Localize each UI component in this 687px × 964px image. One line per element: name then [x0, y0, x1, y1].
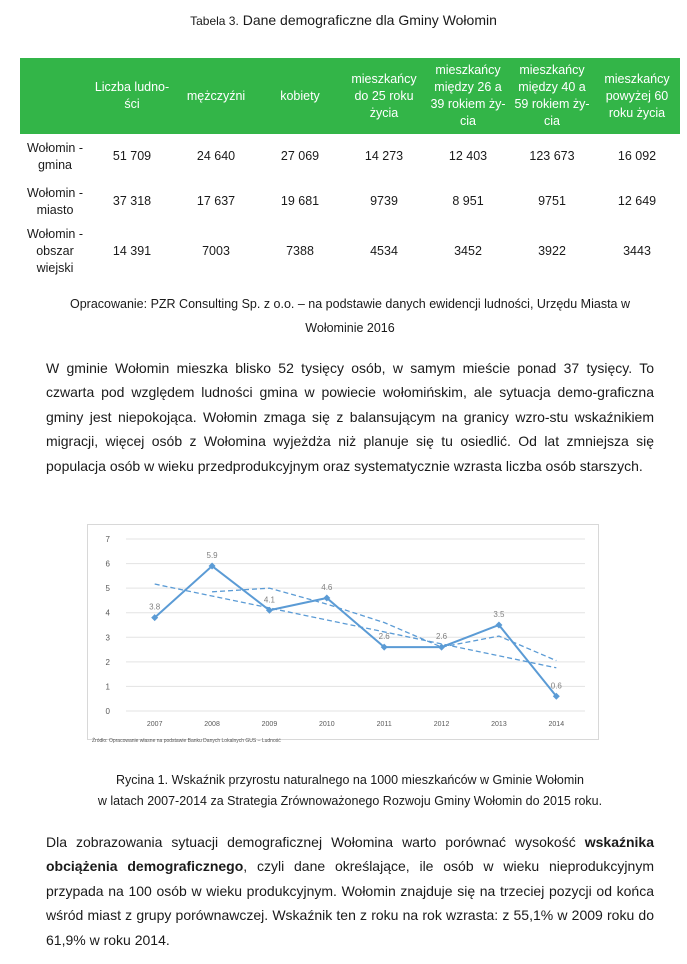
table-cell: 3443	[623, 243, 651, 258]
y-tick-label: 5	[105, 584, 110, 594]
x-tick-label: 2012	[433, 721, 450, 728]
data-label: 2.6	[436, 632, 448, 642]
table-header: mieszkańcy do 25 roku życia	[342, 58, 426, 134]
caption-line-2: w latach 2007-2014 za Strategia Zrównoważonego Rozwoju Gminy Wołomin do 2015 roku.	[97, 794, 603, 808]
chart-frame	[87, 524, 599, 740]
table-cell: 51 709	[112, 149, 152, 163]
figure-caption	[40, 770, 660, 812]
table-row	[20, 179, 680, 224]
row-label: Wołomin - obszar wiejski	[26, 226, 84, 275]
table-row	[20, 224, 680, 278]
y-tick-label: 0	[105, 707, 110, 716]
table-source-note: Opracowanie: PZR Consulting Sp. z o.o. – na podstawie danych ewidencji ludności, Urzędu Miasta w Wołominie 2016	[69, 297, 630, 335]
data-label: 4.1	[263, 595, 275, 605]
y-tick-label: 4	[105, 608, 110, 618]
row-label: Wołomin - miasto	[26, 185, 84, 217]
table-cell: 7388	[286, 243, 314, 258]
table-cell: 14 391	[112, 243, 152, 258]
data-label: 4.6	[321, 582, 333, 592]
table-number: Tabela 3.	[190, 14, 239, 28]
table-cell: 27 069	[280, 149, 320, 163]
table-cell: 24 640	[196, 149, 236, 163]
table-cell: 4534	[370, 243, 398, 258]
paragraph-text: , czyli dane określające, ile osób w wieku nieprodukcyjnym przypada na 100 osób w wieku produkcyjnym. Wołomin znajduje się na trzeciej pozycji od końca wśród miast z grupy porównawczej. Wskaźnik ten z roku na rok wzrasta: z 55,1% w 2009 roku do 61,9% w roku 2014.	[46, 858, 654, 948]
table-header: mieszkańcy między 26 a 39 rokiem ży-cia	[426, 58, 510, 134]
table-title-text: Dane demograficzne dla Gminy Wołomin	[242, 12, 497, 28]
table-cell: 12 649	[617, 194, 657, 208]
x-tick-label: 2011	[376, 721, 392, 728]
y-tick-label: 3	[105, 633, 110, 643]
row-label: Wołomin - gmina	[26, 140, 84, 172]
bold-term: wskaźnika obciążenia demograficznego	[46, 834, 654, 875]
table-cell: 3922	[538, 243, 566, 258]
x-tick-label: 2013	[491, 721, 507, 728]
table-header-row	[20, 58, 680, 134]
y-tick-label: 2	[105, 657, 110, 667]
table-row	[20, 134, 680, 179]
table-header: kobiety	[258, 58, 342, 134]
data-label: 3.5	[493, 610, 505, 619]
x-tick-label: 2009	[261, 721, 278, 728]
table-cell: 7003	[202, 243, 230, 258]
table-cell: 14 273	[364, 149, 404, 163]
table-cell: 123 673	[529, 149, 575, 163]
data-label: 3.8	[149, 602, 161, 612]
y-tick-label: 7	[105, 535, 110, 544]
y-tick-label: 6	[105, 559, 110, 569]
table-header	[20, 58, 90, 134]
table-cell: 9739	[370, 194, 398, 208]
data-point	[438, 644, 445, 651]
table-header: Liczba ludno-ści	[90, 58, 174, 134]
table-cell: 37 318	[112, 194, 152, 208]
table-cell: 19 681	[280, 194, 320, 208]
x-tick-label: 2010	[319, 721, 335, 728]
table-cell: 3452	[454, 243, 482, 258]
x-tick-label: 2008	[204, 721, 220, 728]
paragraph-text: Dla zobrazowania sytuacji demograficznej Wołomina warto porównać wysokość	[46, 834, 585, 850]
data-label: 2.6	[378, 632, 390, 642]
paragraph-dependency-ratio	[46, 830, 654, 952]
y-tick-label: 1	[105, 682, 110, 692]
chart-source-note: Źródło: Opracowanie własne na podstawie Banku Danych Lokalnych GUS – Ludność	[92, 738, 281, 744]
paragraph-population: W gminie Wołomin mieszka blisko 52 tysięcy osób, w samym mieście ponad 37 tysięcy. To czwarta pod względem ludności gmina w powiecie wołomińskim, ale sytuacja demo-graficzna gminy jest niepokojąca. Wołomin zmaga się z balansującym na granicy wzro-stu wskaźnikiem migracji, więcej osób z Wołomina wyjeżdża niż planuje się tu osiedlić. Od lat zmniejsza się populacja osób w wieku przedprodukcyjnym oraz systematycznie wzrasta liczba osób starszych.	[46, 360, 654, 474]
table-title	[0, 12, 687, 28]
table-cell: 12 403	[448, 149, 488, 163]
x-tick-label: 2007	[146, 721, 163, 728]
data-label: 0.6	[550, 681, 562, 691]
series-line	[155, 566, 557, 696]
table-cell: 9751	[538, 194, 566, 208]
table-header: mieszkańcy powyżej 60 roku życia	[594, 58, 680, 134]
table-cell: 16 092	[617, 149, 657, 163]
demographics-table	[20, 58, 680, 278]
table-cell: 8 951	[452, 194, 484, 208]
caption-line-1: Rycina 1. Wskaźnik przyrostu naturalnego na 1000 mieszkańców w Gminie Wołomin	[115, 773, 585, 787]
data-label: 5.9	[206, 551, 218, 561]
table-cell: 17 637	[196, 194, 236, 208]
natural-growth-chart	[88, 525, 598, 739]
table-header: mężczyźni	[174, 58, 258, 134]
x-tick-label: 2014	[548, 721, 565, 728]
table-header: mieszkańcy między 40 a 59 rokiem ży-cia	[510, 58, 594, 134]
